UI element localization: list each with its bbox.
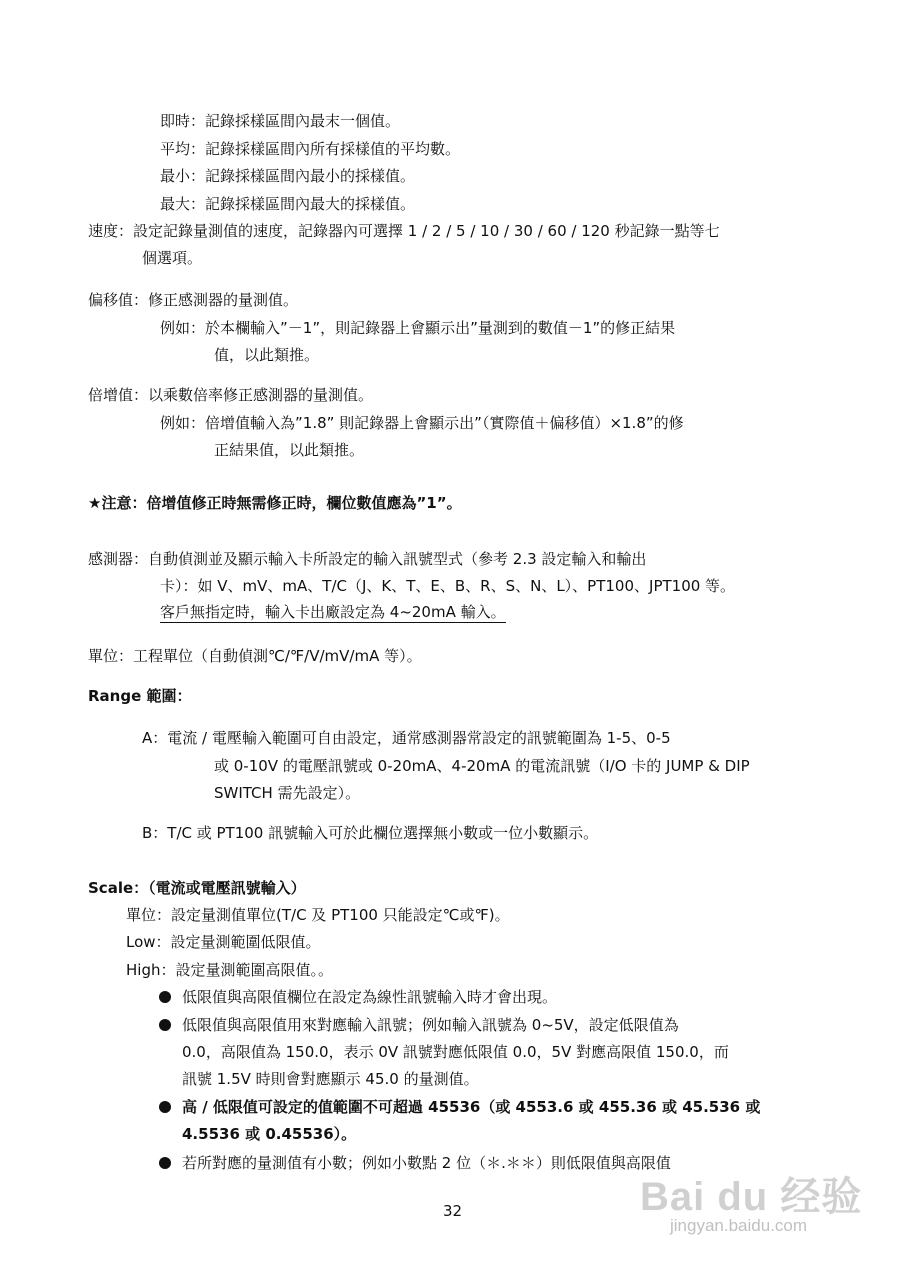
bullet-icon	[159, 1157, 171, 1169]
mode-instant: 即時：記錄採樣區間內最末一個值。	[160, 112, 401, 130]
offset-example1: 例如：於本欄輸入”－1”，則記錄器上會顯示出”量測到的數值－1”的修正結果	[160, 319, 676, 337]
scale-bullet2-line3: 訊號 1.5V 時則會對應顯示 45.0 的量測值。	[182, 1070, 479, 1088]
page-number: 32	[442, 1202, 463, 1220]
bullet-icon	[159, 1019, 171, 1031]
scale-unit: 單位：設定量測值單位(T/C 及 PT100 只能設定℃或℉)。	[126, 906, 510, 924]
sensor-line2: 卡）：如 V、mV、mA、T/C（J、K、T、E、B、R、S、N、L）、PT100、JPT100 等。	[160, 577, 736, 595]
unit-line: 單位：工程單位（自動偵測℃/℉/V/mV/mA 等）。	[88, 647, 422, 665]
baidu-watermark-url: jingyan.baidu.com	[670, 1216, 808, 1235]
speed-line2: 個選項。	[142, 249, 203, 267]
range-a-line2: 或 0-10V 的電壓訊號或 0-20mA、4-20mA 的電流訊號（I/O 卡的 JUMP & DIP	[214, 757, 750, 775]
scale-bullet4: 若所對應的量測值有小數；例如小數點 2 位（＊.＊＊）則低限值與高限值	[182, 1154, 671, 1172]
bullet-icon	[159, 991, 171, 1003]
sensor-line3	[160, 602, 506, 622]
range-a-line1: A：電流 / 電壓輸入範圍可自由設定，通常感測器常設定的訊號範圍為 1-5、0-5	[142, 729, 671, 747]
range-title: Range 範圍：	[88, 687, 192, 705]
speed-line1: 速度：設定記錄量測值的速度，記錄器內可選擇 1 / 2 / 5 / 10 / 30 / 60 / 120 秒記錄一點等七	[88, 222, 720, 240]
mode-max: 最大：記錄採樣區間內最大的採樣值。	[160, 195, 416, 213]
sensor-line1: 感測器：自動偵測並及顯示輸入卡所設定的輸入訊號型式（參考 2.3 設定輸入和輸出	[88, 550, 647, 568]
scale-title: Scale：（電流或電壓訊號輸入）	[88, 879, 306, 897]
mode-min: 最小：記錄採樣區間內最小的採樣值。	[160, 167, 416, 185]
scale-bullet2-line1: 低限值與高限值用來對應輸入訊號；例如輸入訊號為 0~5V，設定低限值為	[182, 1016, 679, 1034]
scale-bullet3-line2: 4.5536 或 0.45536）。	[182, 1125, 357, 1143]
multiplier-example2: 正結果值，以此類推。	[214, 441, 365, 459]
note-line: ★注意：倍增值修正時無需修正時，欄位數值應為”1”。	[88, 494, 462, 512]
baidu-watermark-logo: Bai du 经验	[640, 1175, 863, 1219]
offset-line1: 偏移值：修正感測器的量測值。	[88, 291, 299, 309]
range-a-line3: SWITCH 需先設定）。	[214, 784, 361, 802]
multiplier-example1: 例如：倍增值輸入為”1.8” 則記錄器上會顯示出”（實際值＋偏移值）×1.8”的修	[160, 414, 684, 432]
offset-example2: 值，以此類推。	[214, 346, 320, 364]
scale-bullet3-line1: 高 / 低限值可設定的值範圍不可超過 45536（或 4553.6 或 455.36 或 45.536 或	[182, 1098, 761, 1116]
range-b-line1: B：T/C 或 PT100 訊號輸入可於此欄位選擇無小數或一位小數顯示。	[142, 824, 599, 842]
bullet-icon	[159, 1101, 171, 1113]
scale-low: Low：設定量測範圍低限值。	[126, 933, 321, 951]
scale-high: High：設定量測範圍高限值。。	[126, 961, 333, 979]
scale-bullet2-line2: 0.0，高限值為 150.0，表示 0V 訊號對應低限值 0.0，5V 對應高限值 150.0，而	[182, 1043, 729, 1061]
sensor-default-note: 客戶無指定時，輸入卡出廠設定為 4~20mA 輸入。	[160, 603, 506, 621]
multiplier-line1: 倍增值：以乘數倍率修正感測器的量測值。	[88, 386, 374, 404]
scale-bullet1: 低限值與高限值欄位在設定為線性訊號輸入時才會出現。	[182, 988, 558, 1006]
mode-average: 平均：記錄採樣區間內所有採樣值的平均數。	[160, 140, 461, 158]
